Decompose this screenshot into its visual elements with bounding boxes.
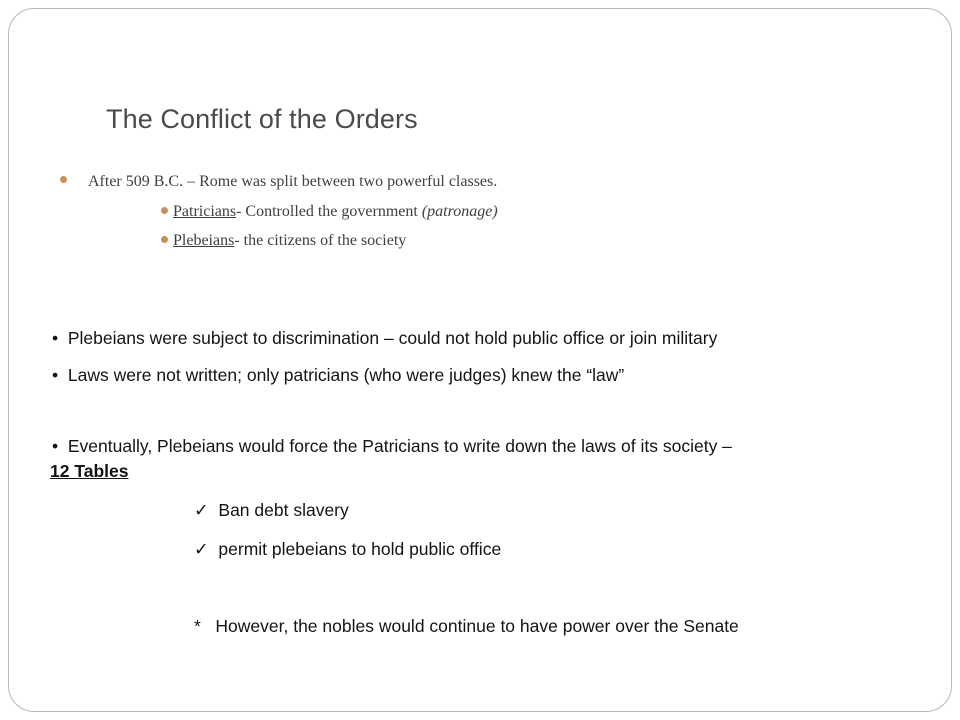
bullet-text: the citizens of the society [243, 232, 407, 249]
slide-title: The Conflict of the Orders [106, 104, 418, 134]
check-text: Ban debt slavery [218, 500, 349, 520]
point-laws-unwritten [52, 364, 624, 386]
check-icon: ✓ [194, 539, 209, 559]
term-separator: - [236, 203, 246, 220]
bullet-italic-text: (patronage) [421, 203, 498, 220]
bullet-dot [161, 207, 168, 214]
point-twelve-tables [52, 435, 732, 457]
check-item-debt-slavery [194, 499, 349, 521]
senate-note: * However, the nobles would continue to have power over the Senate [194, 616, 739, 636]
twelve-tables-label: 12 Tables [50, 461, 129, 481]
term-separator: - [234, 232, 244, 249]
bullet-dot [60, 176, 67, 183]
bullet-dot [161, 236, 168, 243]
point-text: Plebeians were subject to discrimination – could not hold public office or join military [67, 328, 718, 348]
point-discrimination [52, 327, 717, 349]
check-text: permit plebeians to hold public office [218, 539, 502, 559]
check-item-public-office [194, 538, 501, 560]
bullet-plebeians [173, 231, 406, 251]
twelve-tables-label-row [50, 460, 128, 482]
point-text: Laws were not written; only patricians (who were judges) knew the “law” [67, 365, 625, 385]
bullet-text: After 509 B.C. – Rome was split between two powerful classes. [88, 173, 498, 190]
bullet-glyph: • [52, 436, 59, 456]
bullet-text: Controlled the government [245, 203, 422, 220]
point-text: Eventually, Plebeians would force the Patricians to write down the laws of its society – [67, 436, 732, 456]
term-patricians: Patricians [173, 203, 237, 220]
term-plebeians: Plebeians [173, 232, 235, 249]
bullet-glyph: • [52, 365, 59, 385]
bullet-after-509 [88, 172, 497, 192]
bullet-glyph: • [52, 328, 59, 348]
bullet-patricians [173, 202, 498, 222]
check-icon: ✓ [194, 500, 209, 520]
